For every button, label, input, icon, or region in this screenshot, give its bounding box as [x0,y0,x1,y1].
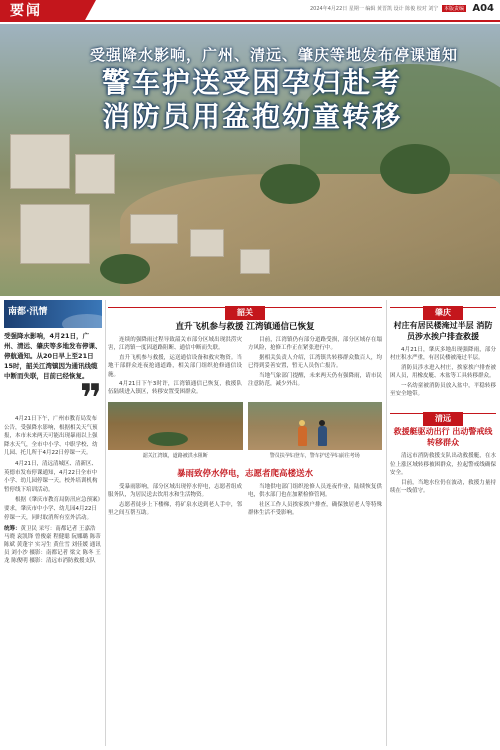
article-paragraph: 清远市消防救援支队出动救援艇，在水位上涨区域转移被困群众，拉起警戒线确保安全。 [390,453,496,477]
article-title: 直升飞机参与救援 江湾镇通信已恢复 [175,322,315,332]
hero-building [190,229,224,257]
article-paragraph: 连续的强降雨过程导致韶关市部分区域出现洪涝灾害，江湾镇一度因道路阻断、通信中断而失联。 [108,337,242,352]
article-paragraph: 直升飞机参与救援，运送通信设备和救灾物资。当地干部群众连夜抢通道路，相关部门组织抢修通信设施。 [108,354,242,378]
editor-tag: 本版责编 [443,6,464,12]
article-body [108,483,382,519]
article-paragraph: 受暴雨影响，部分区域出现停水停电，志愿者组成服务队，为居民送去饮用水和生活物资。 [108,483,242,499]
photo-caption: 警员扶孕妇登车，警车护送孕妇前往考场 [269,452,360,459]
credits-label: 统筹： [4,526,21,533]
hero-kicker: 受强降水影响，广州、清远、肇庆等地发布停课通知 [90,46,459,64]
photo-tree [148,432,188,446]
article-paragraph: 消防员涉水进入村庄，挨家挨户排查被困人员，用橡皮艇、木盆等工具转移群众。 [390,364,496,380]
issue-line [310,5,466,12]
flood-road-photo [108,402,243,450]
hero-tree [380,144,450,194]
region-tag-label: 肇庆 [423,306,463,320]
column-divider [105,300,106,746]
hero-building [10,134,70,189]
hero-tree [260,164,320,204]
hero-building [20,204,90,264]
article-paragraph: 社区工作人员挨家挨户排查，确保独居老人等特殊群体生活不受影响。 [248,501,382,517]
article-paragraph: 4月21日，肇庆多地出现强降雨，部分村庄积水严重，有居民楼被淹过半层。 [390,347,496,362]
region-tag-label: 清远 [423,412,463,426]
article-paragraph: 志愿者徒步上下楼梯，将矿泉水送到老人手中，邻里之间互帮互助。 [108,501,242,517]
region-tag [108,300,382,317]
region-tag-label: 韶关 [225,306,265,320]
photo-block [108,402,243,459]
brand-label: 南都·汛情 [8,307,48,317]
section-tag: 要闻 [0,0,84,22]
hero-building [240,249,270,274]
photo-person-head [319,420,325,426]
hero-headline: 警车护送受困孕妇赴考 消防员用盆抱幼童转移 [101,66,402,133]
lead-paragraph: 受强降水影响，4月21日，广州、清远、肇庆等多地发布停课、停航通知。从20日早上至21日15时，韶关江湾镇因为通讯线缆中断而失联，目前已经恢复。 [4,332,102,380]
left-paragraph: 4月21日，清远清城区、清新区、英德市发布停课通知，4月22日全市中小学、幼儿园停课一天。校外培训机构暂停线下培训活动。 [4,460,98,493]
left-paragraph: 根据《肇庆市教育局防汛应急预案》要求，肇庆市中小学、幼儿园4月22日停课一天，同时取消所有室外活动。 [4,497,101,521]
credits [4,525,102,565]
wave-decoration [62,314,102,328]
photo-block [248,402,383,459]
article-title: 救援艇驱动出行 出动警戒线转移群众 [393,427,493,448]
middle-column [108,300,382,518]
article-title: 暴雨致停水停电，志愿者爬高楼送水 [176,468,313,479]
quote-icon: ❞ [79,376,102,420]
hero-building [75,154,115,194]
photo-person [318,426,327,446]
article-paragraph: 4月21日下午3时许，江湾镇通信已恢复，救援队伍陆续进入镇区，转移安置受困群众。 [108,381,242,396]
region-tag [390,300,496,317]
article-title: 村庄有居民楼淹过半层 消防员涉水挨户排查救援 [393,321,493,341]
article-paragraph: 当地供电部门组织抢修人员连夜作业，陆续恢复供电，供水部门也在加紧检修管网。 [248,483,382,499]
photo-row [108,402,382,459]
right-column [390,300,496,496]
photo-person [298,426,307,446]
hero-photo [0,24,500,296]
credits-text: 黄卫民 采写：南都记者 王嘉浩 马晓 袁凯锋 曾俊豪 程健聪 阮娜璐 陈蒂 陈斌 黄蓬宇 实习生 黄仕雪 刘佳媛 通讯员 刘小沙 摄影：南都记者 梁文 陈冬 王龙 陈俊明 摄影：清远市消防救援支队 [4,526,101,565]
photo-person-head [299,420,305,426]
page-header [0,0,500,22]
article-paragraph: 当地气象部门提醒，未来两天仍有强降雨，请市民注意防范，减少外出。 [248,372,382,388]
rescue-photo [248,402,383,450]
region-tag [390,406,496,424]
article-body [108,336,382,398]
article-paragraph: 据相关负责人介绍，江湾镇共转移群众数百人，均已得到妥善安置，暂无人员伤亡报告。 [248,354,382,370]
brand-banner [4,300,102,328]
left-paragraph: 4月21日下午，广州市教育局发布公告，受强降水影响，根据相关天气预报，本市未来两天可能出现暴雨以上强降水天气，全市中小学、中职学校、幼儿园、托儿所于4月22日停课一天。 [4,416,98,457]
photo-caption: 韶关江湾镇，道路被洪水阻断 [142,452,208,459]
article-paragraph: 目前，江湾镇仍有部分道路受损，部分区域存在塌方风险，抢修工作正在紧张进行中。 [248,337,382,352]
article-paragraph: 一名幼童被消防员放入盆中，平稳转移至安全地带。 [390,382,496,398]
left-column [4,300,102,746]
page-number: A04 [472,3,494,14]
issue-date-editors: 2024年4月22日 星期一 编辑 黄晋凯 设计 陈俊 校对 刘宁 [309,6,439,12]
hero-building [130,214,178,244]
hero-tree [100,254,150,284]
article-paragraph: 目前，当地水位仍在波动，救援力量持续在一线值守。 [390,479,496,495]
column-divider [386,300,387,746]
